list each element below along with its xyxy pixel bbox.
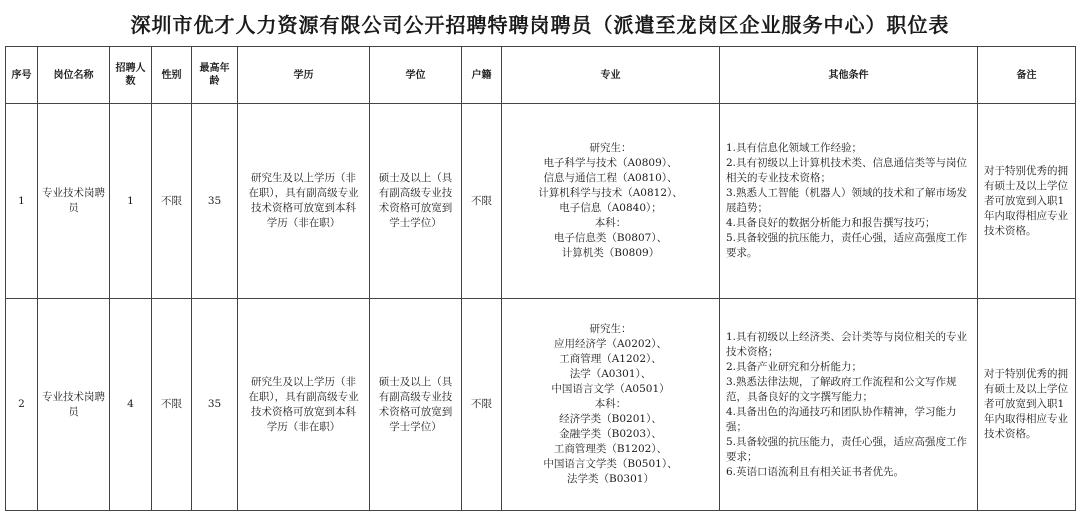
condition-item: 1.具有信息化领域工作经验；	[726, 142, 863, 154]
cell-degree: 硕士及以上（具有副高级专业技术资格可放宽到学士学位）	[370, 104, 462, 299]
cell-education: 研究生及以上学历（非在职），具有副高级专业技术资格可放宽到本科学历（非在职）	[238, 104, 370, 299]
header-remark: 备注	[978, 47, 1076, 104]
major-line: 电子信息（A0840）；	[559, 202, 662, 214]
cell-other-conditions	[720, 299, 978, 511]
header-count: 招聘人数	[110, 47, 152, 104]
major-line: 计算机类（B0809）	[561, 247, 660, 259]
table-row	[6, 104, 1076, 299]
major-line: 工商管理（A1202）、	[559, 353, 662, 365]
condition-item: 4.具备出色的沟通技巧和团队协作精神，学习能力强；	[726, 405, 957, 433]
header-education: 学历	[238, 47, 370, 104]
condition-item: 1.具有初级以上经济类、会计类等与岗位相关的专业技术资格；	[726, 330, 968, 358]
header-other: 其他条件	[720, 47, 978, 104]
condition-item: 5.具备较强的抗压能力，责任心强，适应高强度工作要求。	[726, 232, 968, 259]
header-max-age: 最高年龄	[192, 47, 238, 104]
major-line: 信息与通信工程（A0810）、	[543, 172, 678, 184]
cell-remark: 对于特别优秀的拥有硕士及以上学位者可放宽到入职1年内取得相应专业技术资格。	[978, 104, 1076, 299]
cell-hukou: 不限	[462, 104, 502, 299]
condition-item: 2.具备产业研究和分析能力；	[726, 360, 863, 373]
major-line: 中国语言文学类（B0501）、	[543, 458, 678, 470]
cell-max-age: 35	[192, 104, 238, 299]
major-line: 本科：	[594, 398, 627, 410]
header-gender: 性别	[152, 47, 192, 104]
major-line: 计算机科学与技术（A0812）、	[538, 187, 683, 199]
table-header-row	[6, 47, 1076, 104]
positions-table	[5, 46, 1076, 511]
cell-gender: 不限	[152, 104, 192, 299]
header-hukou: 户籍	[462, 47, 502, 104]
major-line: 本科：	[594, 217, 627, 229]
cell-max-age: 35	[192, 299, 238, 511]
cell-position: 专业技术岗聘员	[38, 299, 110, 511]
major-line: 经济学类（B0201）、	[559, 413, 662, 425]
header-position: 岗位名称	[38, 47, 110, 104]
header-major: 专业	[502, 47, 720, 104]
condition-item: 2.具有初级以上计算机技术类、信息通信类等与岗位相关的专业技术资格；	[726, 157, 968, 184]
major-line: 工商管理类（B1202）、	[553, 443, 668, 455]
cell-degree: 硕士及以上（具有副高级专业技术资格可放宽到学士学位）	[370, 299, 462, 511]
cell-gender: 不限	[152, 299, 192, 511]
major-line: 法学（A0301）、	[569, 368, 652, 380]
major-line: 应用经济学（A0202）、	[553, 338, 668, 350]
condition-item: 3.熟悉法律法规，了解政府工作流程和公文写作规范，具备良好的文字撰写能力；	[726, 375, 957, 403]
header-degree: 学位	[370, 47, 462, 104]
major-line: 研究生：	[589, 142, 632, 154]
major-line: 电子科学与技术（A0809）、	[543, 157, 678, 169]
cell-education: 研究生及以上学历（非在职），具有副高级专业技术资格可放宽到本科学历（非在职）	[238, 299, 370, 511]
cell-count: 4	[110, 299, 152, 511]
condition-item: 5.具备较强的抗压能力，责任心强，适应高强度工作要求；	[726, 435, 968, 463]
page-title: 深圳市优才人力资源有限公司公开招聘特聘岗聘员（派遣至龙岗区企业服务中心）职位表	[130, 12, 950, 37]
condition-item: 6.英语口语流利且有相关证书者优先。	[726, 465, 905, 478]
cell-seq: 2	[6, 299, 38, 511]
major-line: 研究生：	[589, 323, 632, 335]
cell-remark: 对于特别优秀的拥有硕士及以上学位者可放宽到入职1年内取得相应专业技术资格。	[978, 299, 1076, 511]
cell-hukou: 不限	[462, 299, 502, 511]
major-line: 金融学类（B0203）、	[559, 428, 662, 440]
cell-major	[502, 104, 720, 299]
condition-item: 4.具备良好的数据分析能力和报告撰写技巧；	[726, 217, 936, 229]
cell-other-conditions	[720, 104, 978, 299]
header-seq: 序号	[6, 47, 38, 104]
major-line: 电子信息类（B0807）、	[553, 232, 668, 244]
cell-major	[502, 299, 720, 511]
table-row	[6, 299, 1076, 511]
major-line: 法学类（B0301）	[567, 473, 654, 485]
cell-count: 1	[110, 104, 152, 299]
major-line: 中国语言文学（A0501）	[551, 383, 670, 395]
cell-position: 专业技术岗聘员	[38, 104, 110, 299]
condition-item: 3.熟悉人工智能（机器人）领域的技术和了解市场发展趋势；	[726, 187, 968, 214]
cell-seq: 1	[6, 104, 38, 299]
